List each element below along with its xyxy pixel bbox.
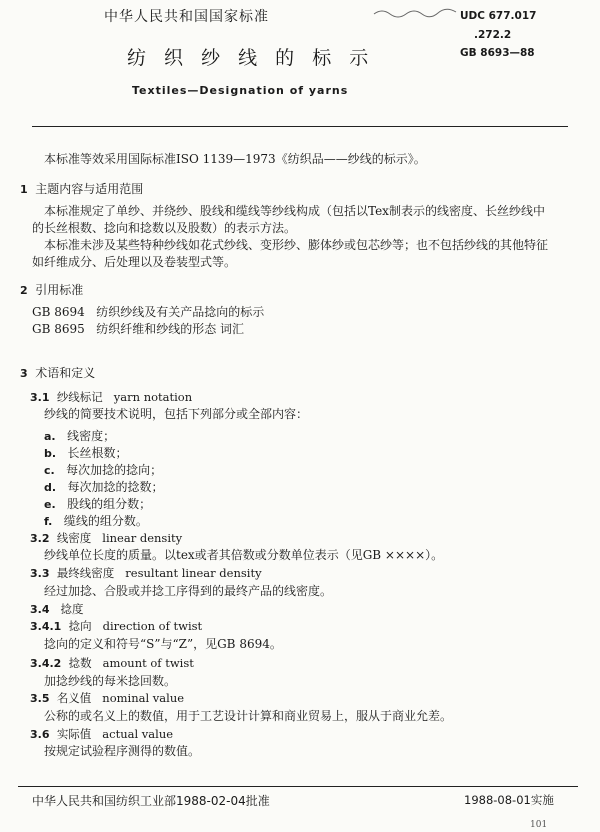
list-text: 股线的组分数； <box>67 497 152 511</box>
term-3-6 <box>30 726 173 742</box>
list-label: a. <box>44 430 56 443</box>
section-number: 1 <box>20 183 28 196</box>
list-text: 每次加捻的捻向； <box>66 463 163 477</box>
list-label: b. <box>44 447 57 460</box>
term-number: 3.5 <box>30 692 50 705</box>
term-number: 3.4 <box>30 603 50 616</box>
list-item <box>44 461 162 478</box>
list-text: 线密度； <box>67 429 116 443</box>
term-number: 3.4.1 <box>30 620 62 633</box>
section-1-para-1-line-2: 的长丝根数、捻向和捻数以及股数）的表示方法。 <box>32 221 297 235</box>
list-item <box>44 444 128 461</box>
list-text: 缆线的组分数。 <box>63 514 148 528</box>
bottom-rule <box>18 786 578 787</box>
term-name: 捻向 <box>68 619 92 633</box>
issuing-authority: 中华人民共和国国家标准 <box>104 9 269 25</box>
reference-title: 纺织纱线及有关产品捻向的标示 <box>96 305 265 319</box>
term-3-5-definition: 公称的或名义上的数值，用于工艺设计计算和商业贸易上，服从于商业允差。 <box>44 709 453 723</box>
section-title: 引用标准 <box>35 283 84 297</box>
udc-code: UDC 677.017 <box>460 10 537 22</box>
list-text: 每次加捻的捻数； <box>67 480 164 494</box>
standard-number: GB 8693—88 <box>460 47 535 59</box>
term-english: linear density <box>102 531 183 545</box>
section-title: 主题内容与适用范围 <box>35 182 144 196</box>
section-1-para-1-line-1: 本标准规定了单纱、并绕纱、股线和缆线等纱线构成（包括以Tex制表示的线密度、长丝纱线中 <box>44 204 545 218</box>
section-number: 2 <box>20 284 28 297</box>
term-english: nominal value <box>102 691 185 705</box>
reference-title: 纺织纤维和纱线的形态 词汇 <box>96 322 245 336</box>
term-3-4-1-definition: 捻向的定义和符号“S”与“Z”，见GB 8694。 <box>44 637 282 651</box>
term-3-5 <box>30 690 184 706</box>
reference-code: GB 8695 <box>32 322 85 336</box>
term-3-4-2 <box>30 655 194 671</box>
term-english: direction of twist <box>102 619 203 633</box>
list-item <box>44 478 164 495</box>
list-item <box>44 427 115 444</box>
term-3-4-2-definition: 加捻纱线的每米捻回数。 <box>44 674 177 688</box>
term-3-2-definition: 纱线单位长度的质量。以tex或者其倍数或分数单位表示（见GB ××××）。 <box>44 548 444 562</box>
term-name: 捻度 <box>60 602 84 616</box>
section-1-para-2-line-1: 本标准未涉及某些特种纱线如花式纱线、变形纱、膨体纱或包芯纱等；也不包括纱线的其他特征 <box>44 238 549 252</box>
reference-item <box>32 303 264 320</box>
top-rule <box>32 126 568 127</box>
reference-code: GB 8694 <box>32 305 85 319</box>
list-label: f. <box>44 515 53 528</box>
term-3-1 <box>30 389 192 405</box>
term-english: resultant linear density <box>125 566 262 580</box>
section-title: 术语和定义 <box>35 366 96 380</box>
term-3-4 <box>30 601 83 617</box>
effective-date: 1988-08-01实施 <box>464 793 554 807</box>
section-1-para-2-line-2: 如纤维成分、后处理以及卷装型式等。 <box>32 255 237 269</box>
term-english: yarn notation <box>113 390 193 404</box>
term-name: 纱线标记 <box>56 390 103 404</box>
list-label: c. <box>44 464 55 477</box>
section-number: 3 <box>20 367 28 380</box>
reference-item <box>32 320 244 337</box>
list-label: e. <box>44 498 56 511</box>
term-name: 名义值 <box>56 691 92 705</box>
handwritten-mark <box>372 6 458 20</box>
term-3-6-definition: 按规定试验程序测得的数值。 <box>44 744 201 758</box>
list-text: 长丝根数； <box>67 446 128 460</box>
title-english: Textiles—Designation of yarns <box>132 84 349 97</box>
term-3-2 <box>30 530 182 546</box>
term-name: 实际值 <box>56 727 92 741</box>
term-3-3-definition: 经过加捻、合股或并捻工序得到的最终产品的线密度。 <box>44 584 333 598</box>
udc-code-continued: .272.2 <box>474 29 512 41</box>
term-3-1-definition: 纱线的简要技术说明，包括下列部分或全部内容： <box>44 407 309 421</box>
list-item <box>44 495 151 512</box>
term-number: 3.2 <box>30 532 50 545</box>
term-name: 捻数 <box>68 656 92 670</box>
term-number: 3.4.2 <box>30 657 62 670</box>
term-name: 线密度 <box>56 531 92 545</box>
section-1-heading <box>20 180 143 197</box>
title-chinese: 纺 织 纱 线 的 标 示 <box>127 47 375 69</box>
section-2-heading <box>20 281 83 298</box>
term-english: actual value <box>102 727 174 741</box>
list-item <box>44 512 148 529</box>
term-english: amount of twist <box>102 656 194 670</box>
page-number: 101 <box>530 820 548 830</box>
term-3-3 <box>30 565 262 581</box>
term-number: 3.1 <box>30 391 50 404</box>
intro-paragraph: 本标准等效采用国际标准ISO 1139—1973《纺织品——纱线的标示》。 <box>44 152 426 166</box>
term-name: 最终线密度 <box>56 566 115 580</box>
approval-statement: 中华人民共和国纺织工业部1988-02-04批准 <box>32 794 270 808</box>
term-3-4-1 <box>30 618 202 634</box>
term-number: 3.6 <box>30 728 50 741</box>
list-label: d. <box>44 481 57 494</box>
term-number: 3.3 <box>30 567 50 580</box>
section-3-heading <box>20 364 95 381</box>
